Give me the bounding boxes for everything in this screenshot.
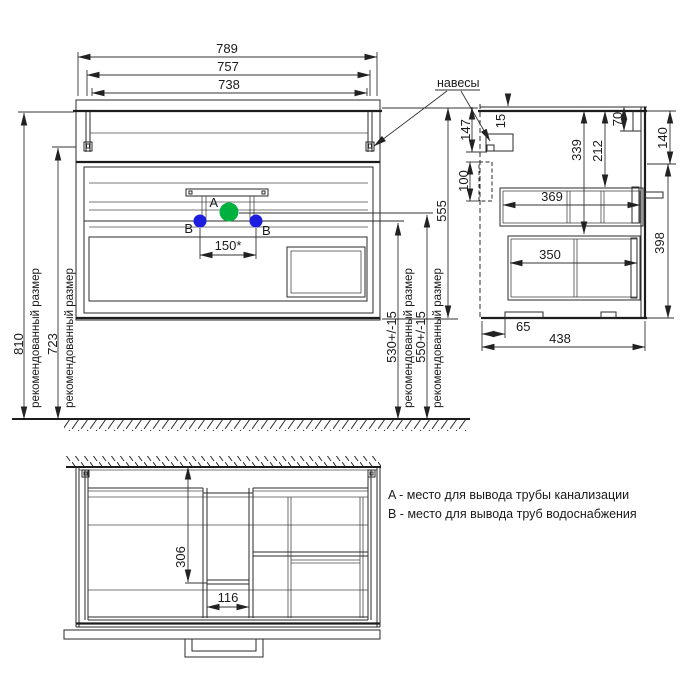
left-height-dimensions [11,112,76,419]
water-outlet-point-b-right [250,215,263,228]
legend-line-b: B - место для вывода труб водоснабжения [388,507,637,521]
dim-140: 140 [655,127,670,149]
dim-369: 369 [541,189,563,204]
dim-100: 100 [456,170,471,192]
dim-550: 550+/-15 [413,311,428,363]
dim-15: 15 [493,113,508,129]
dim-810-note: рекомендованный размер [30,268,42,408]
dim-116: 116 [217,590,239,605]
point-b-label-right: B [262,223,271,238]
dim-530-note: рекомендованный размер [403,268,415,408]
dim-65: 65 [516,319,531,334]
drawer-handle [186,189,268,196]
side-handle [645,192,663,198]
mounting-bracket-right [366,142,374,151]
right-height-dimensions [382,108,478,419]
side-bracket [486,134,513,151]
dim-350: 350 [539,247,561,262]
hinges-label: навесы [437,76,480,90]
dim-757: 757 [217,59,239,74]
dim-810: 810 [11,333,26,355]
dim-723-note: рекомендованный размер [64,268,76,408]
pipe-zone [479,162,492,201]
plan-handle-tab [185,639,263,657]
side-view [478,104,663,320]
top-width-dimensions [78,41,377,96]
dim-555: 555 [434,200,449,222]
water-outlet-point-b-left [194,215,207,228]
mounting-bracket-left [84,142,92,151]
dim-550-note: рекомендованный размер [432,268,444,408]
dim-438: 438 [549,331,571,346]
sewage-outlet-point-a [220,203,239,222]
dim-212: 212 [590,140,605,162]
dim-530: 530+/-15 [384,311,399,363]
dim-339: 339 [569,139,584,161]
bottom-view [64,456,381,657]
front-view [73,100,433,320]
legend [388,488,637,521]
dim-738: 738 [218,77,240,92]
inner-box [287,247,365,297]
point-a-label: A [209,195,218,210]
dim-306: 306 [173,546,188,568]
hinges-leader-left [374,91,447,146]
dim-150: 150* [214,238,242,253]
dim-147: 147 [458,119,473,141]
dim-789: 789 [216,41,238,56]
point-b-label-left: B [184,221,193,236]
floor-line [12,419,470,431]
wall-hatching [66,456,381,467]
floor-hatching [64,420,468,431]
dim-723: 723 [45,333,60,355]
dim-70: 70 [610,111,625,127]
legend-line-a: A - место для вывода трубы канализации [388,488,630,502]
dim-398: 398 [652,232,667,254]
plan-front-edge [64,630,380,639]
